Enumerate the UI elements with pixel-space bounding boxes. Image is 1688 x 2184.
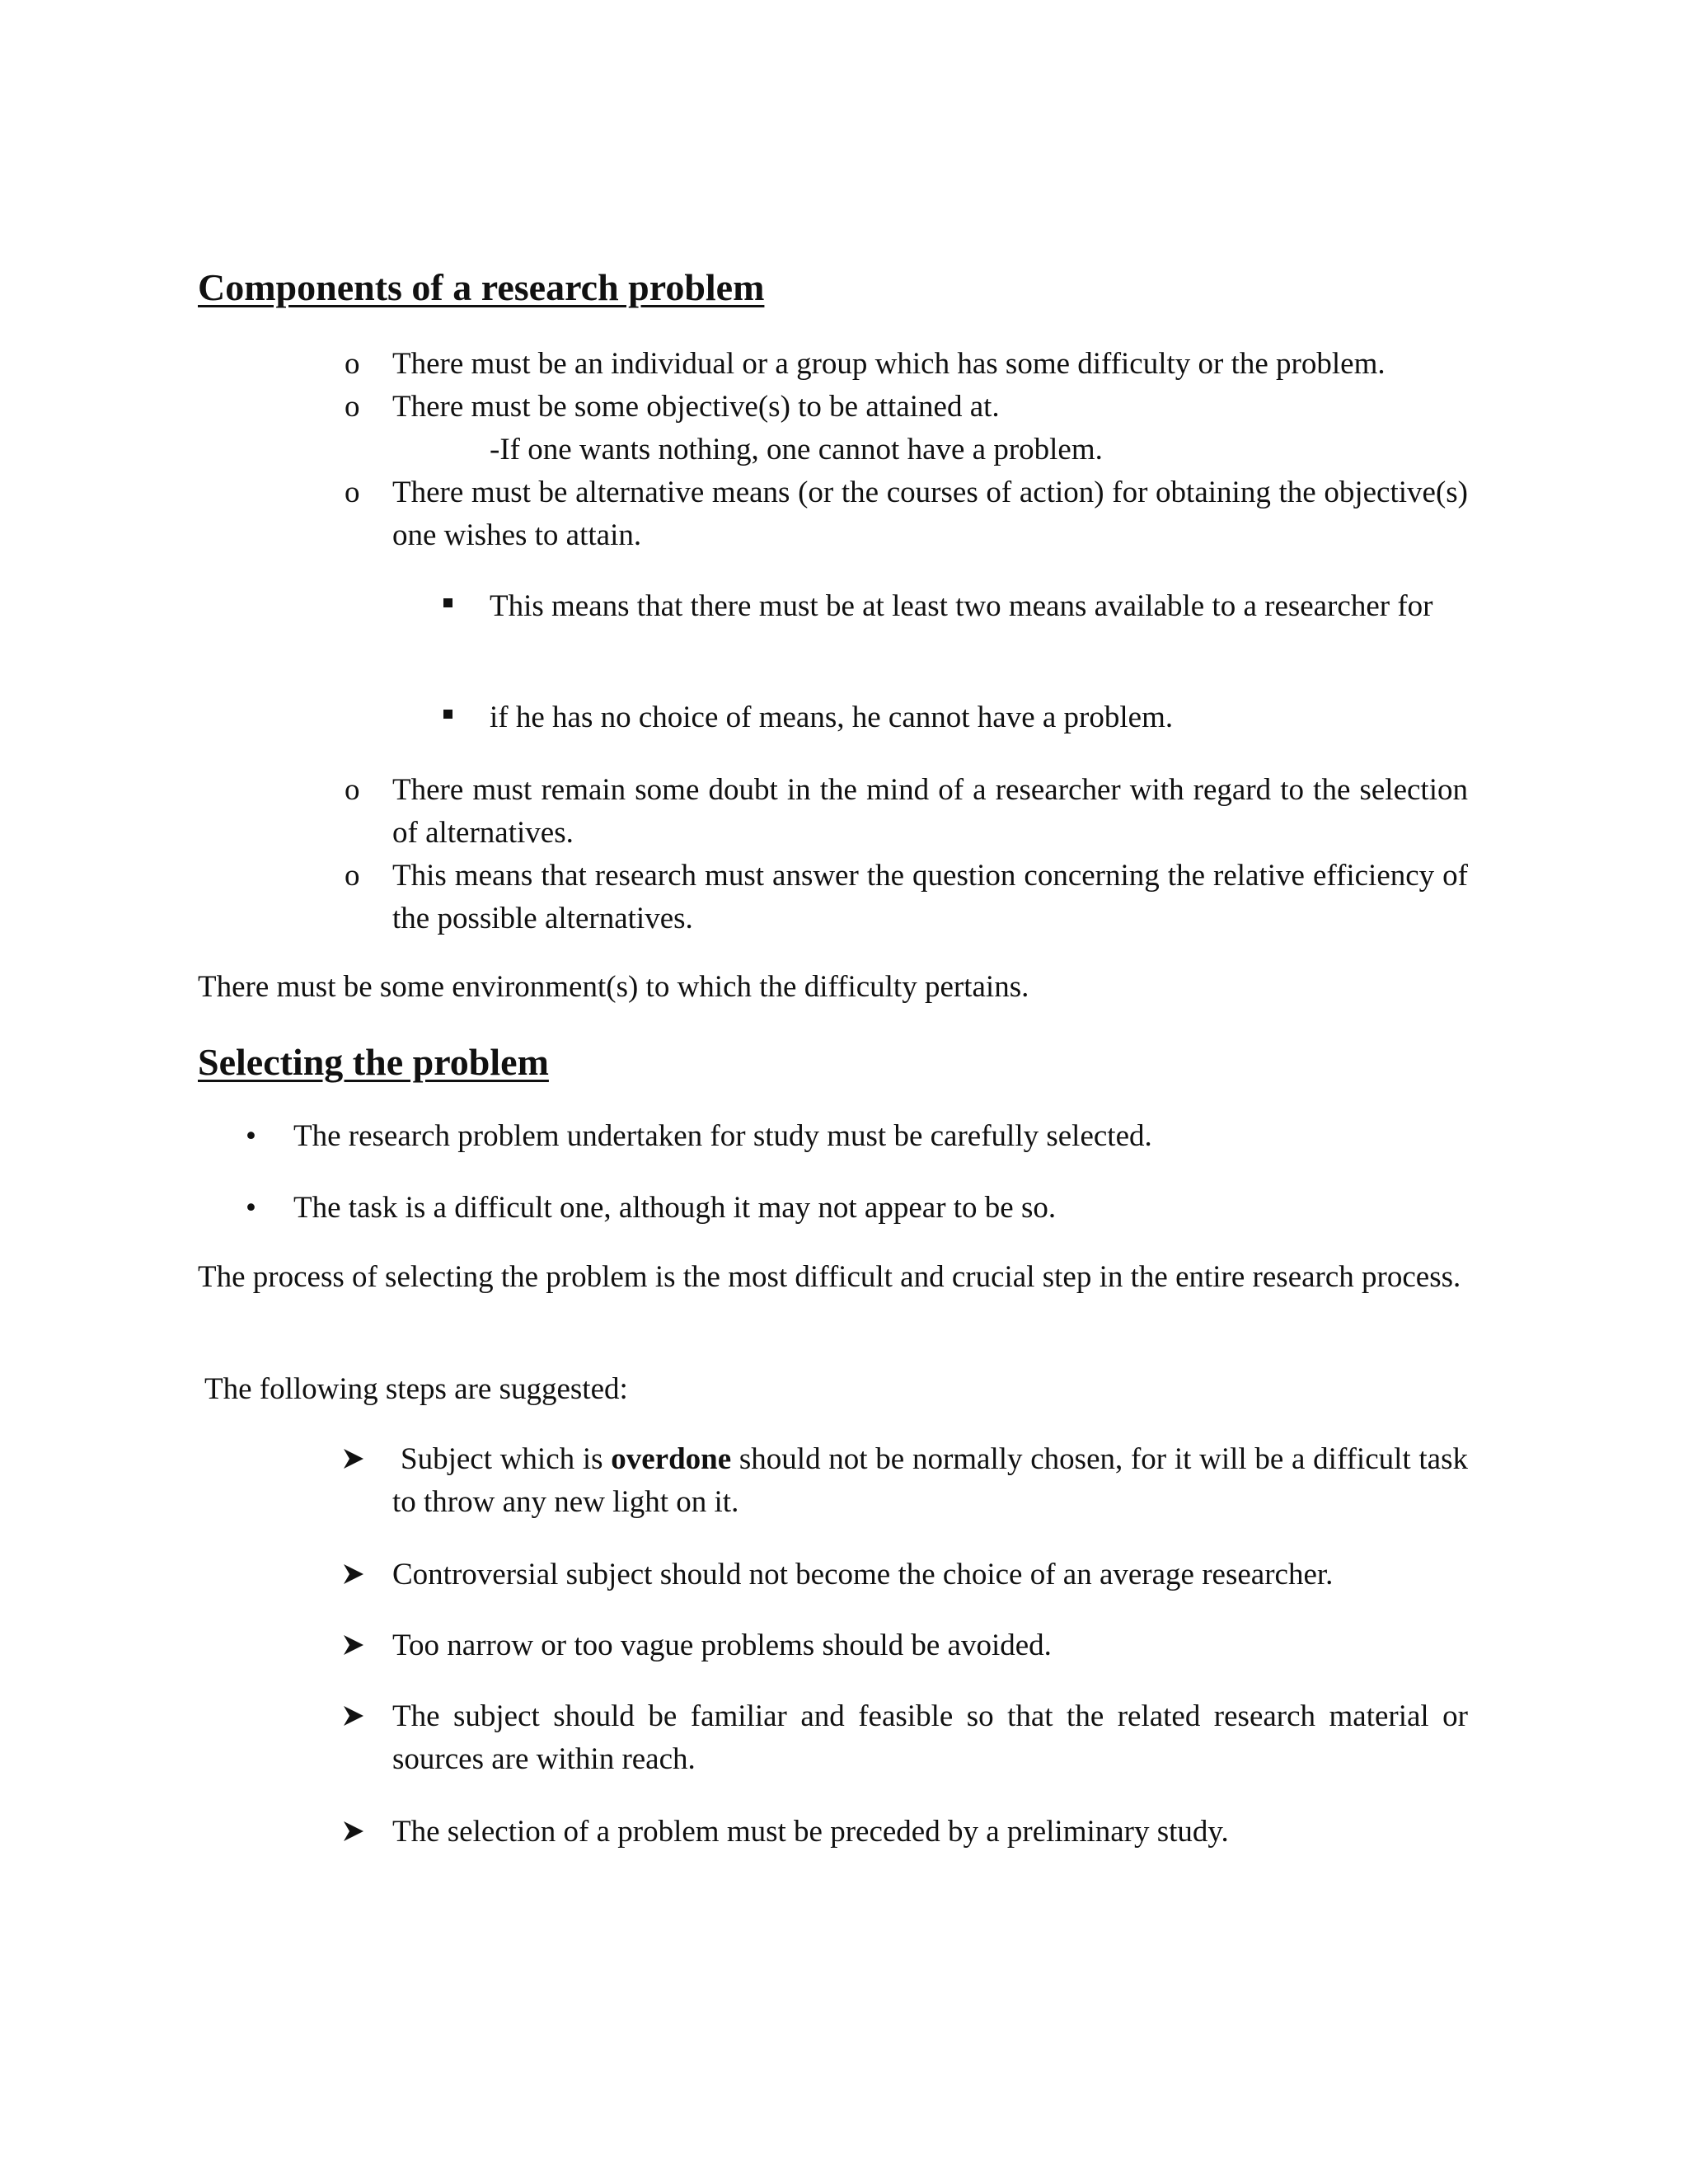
step-text: Subject which is (401, 1442, 612, 1476)
circle-bullet: o (345, 773, 360, 807)
arrow-bullet-icon (343, 1563, 364, 1585)
arrow-bullet-icon (343, 1821, 364, 1842)
dot-bullet: • (246, 1191, 256, 1225)
arrow-bullet-icon (343, 1634, 364, 1656)
square-bullet-icon (443, 710, 452, 719)
emphasis-word: overdone (611, 1442, 732, 1476)
paragraph: The process of selecting the problem is the most difficult and crucial step in the entire research process. (198, 1260, 1461, 1294)
bullet-item: The task is a difficult one, although it may not appear to be so. (293, 1191, 1057, 1225)
closing-text: There must be some environment(s) to which the difficulty pertains. (198, 970, 1029, 1004)
dot-bullet: • (246, 1119, 256, 1153)
arrow-bullet-icon (343, 1448, 364, 1469)
list-item: There must be alternative means (or the courses of action) for obtaining the objective(s) one wishes to attain. (392, 476, 1468, 552)
square-bullet-icon (443, 598, 452, 607)
step-item: The subject should be familiar and feasible so that the related research material or sources are within reach. (392, 1699, 1468, 1776)
circle-bullet: o (345, 859, 360, 893)
sub-list-item: if he has no choice of means, he cannot have a problem. (490, 701, 1174, 734)
list-item: This means that research must answer the question concerning the relative efficiency of the possible alternatives. (392, 859, 1468, 935)
sub-list-item: This means that there must be at least two means available to a researcher for (490, 589, 1433, 623)
step-item: The selection of a problem must be preceded by a preliminary study. (392, 1815, 1229, 1849)
circle-bullet: o (345, 476, 360, 509)
section-heading-selecting: Selecting the problem (198, 1041, 549, 1083)
arrow-bullet-icon (343, 1705, 364, 1727)
step-text: should not be normally chosen, for it will be a difficult task to throw any new light on it. (392, 1442, 1468, 1519)
list-item: There must be an individual or a group which has some difficulty or the problem. (392, 347, 1386, 381)
step-item: Too narrow or too vague problems should be avoided. (392, 1629, 1052, 1662)
section-heading-components: Components of a research problem (198, 266, 765, 308)
list-item: There must remain some doubt in the mind of a researcher with regard to the selection of alternatives. (392, 773, 1468, 850)
paragraph: The following steps are suggested: (204, 1372, 628, 1406)
circle-bullet: o (345, 390, 360, 424)
circle-bullet: o (345, 347, 360, 381)
step-item (392, 1438, 1468, 1524)
bullet-item: The research problem undertaken for study must be carefully selected. (293, 1119, 1152, 1153)
note-text: -If one wants nothing, one cannot have a problem. (490, 433, 1103, 466)
list-item: There must be some objective(s) to be attained at. (392, 390, 1000, 424)
step-item: Controversial subject should not become the choice of an average researcher. (392, 1558, 1334, 1591)
